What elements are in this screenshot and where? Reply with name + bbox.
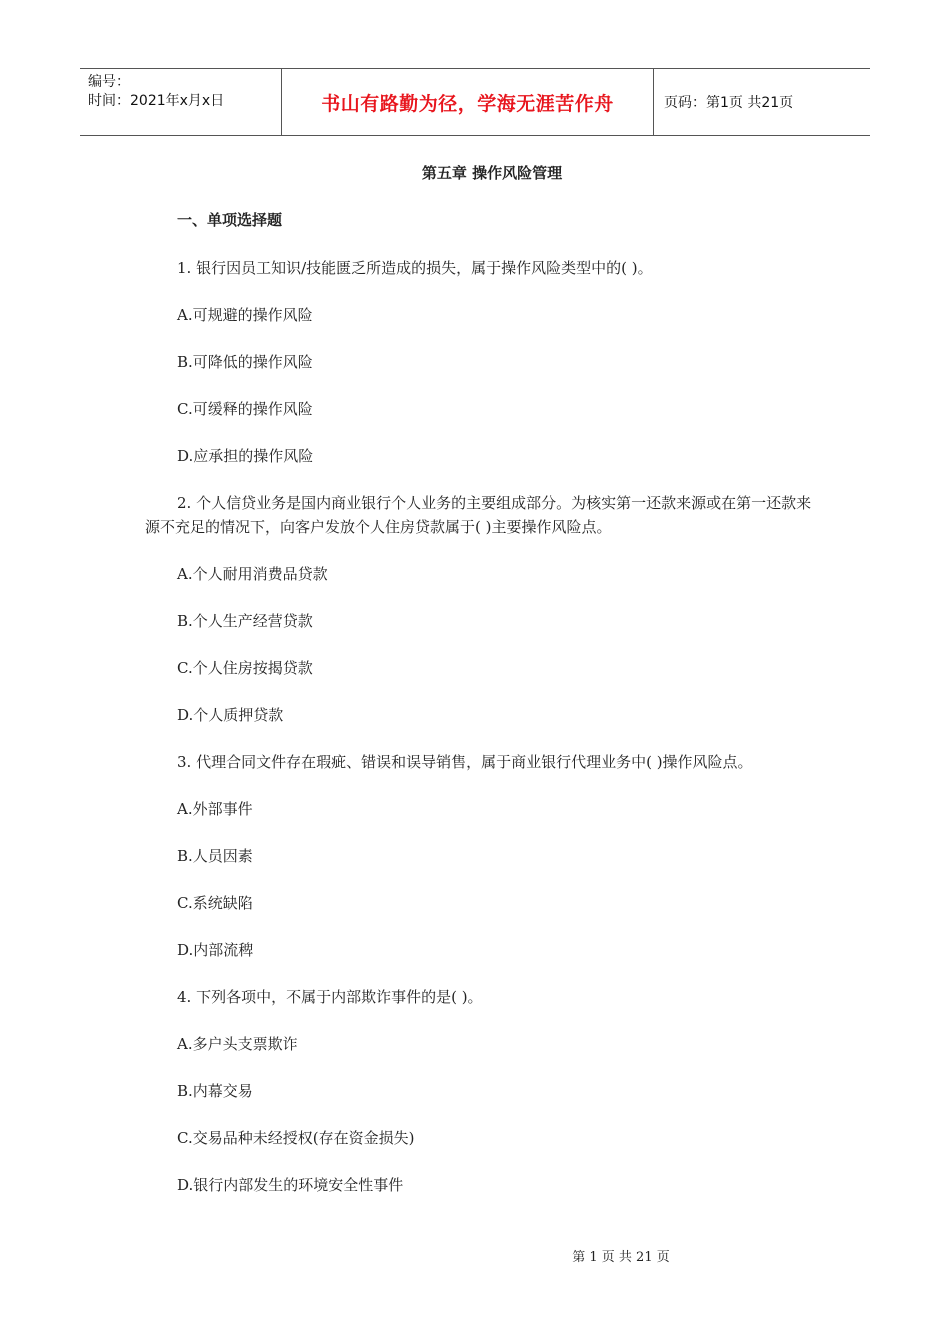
question-stem: 2. 个人信贷业务是国内商业银行个人业务的主要组成部分。为核实第一还款来源或在第一还款来源不充足的情况下，向客户发放个人住房贷款属于( )主要操作风险点。: [145, 494, 812, 536]
option-a: A.多户头支票欺诈: [177, 1035, 298, 1053]
option-c: C.交易品种未经授权(存在资金损失): [177, 1129, 415, 1147]
option-c: C.系统缺陷: [177, 894, 253, 912]
option-a: A.个人耐用消费品贷款: [177, 565, 328, 583]
option-d: D.个人质押贷款: [177, 706, 284, 724]
question-3: [145, 750, 815, 985]
option-d: D.银行内部发生的环境安全性事件: [177, 1176, 404, 1194]
option-d: D.应承担的操作风险: [177, 447, 314, 465]
page-label: 页码：第1页 共21页: [664, 95, 794, 111]
number-label: 编号：: [88, 74, 130, 90]
question-2: [145, 491, 815, 750]
option-b: B.人员因素: [177, 847, 253, 865]
option-b: B.个人生产经营贷款: [177, 612, 313, 630]
page-footer: 第 1 页 共 21 页: [572, 1250, 670, 1265]
option-d: D.内部流稗: [177, 941, 254, 959]
question-1: [145, 256, 815, 491]
page-header: [80, 68, 870, 136]
motto-text: 书山有路勤为径，学海无涯苦作舟: [321, 92, 614, 115]
question-4: [145, 985, 815, 1197]
chapter-title: 第五章 操作风险管理: [421, 164, 563, 182]
option-c: C.个人住房按揭贷款: [177, 659, 313, 677]
question-list: [145, 256, 815, 1197]
question-stem: 4. 下列各项中，不属于内部欺诈事件的是( )。: [177, 988, 483, 1006]
option-b: B.内幕交易: [177, 1082, 253, 1100]
question-stem: 1. 银行因员工知识/技能匮乏所造成的损失，属于操作风险类型中的( )。: [177, 259, 653, 277]
option-a: A.可规避的操作风险: [177, 306, 313, 324]
option-c: C.可缓释的操作风险: [177, 400, 313, 418]
option-a: A.外部事件: [177, 800, 253, 818]
header-motto-cell: [281, 69, 654, 135]
section-title: 一、单项选择题: [177, 211, 283, 229]
time-label: 时间：2021年x月x日: [88, 93, 225, 109]
header-page-cell: [654, 69, 870, 135]
question-stem: 3. 代理合同文件存在瑕疵、错误和误导销售，属于商业银行代理业务中( )操作风险点。: [177, 753, 753, 771]
header-meta: [80, 69, 281, 135]
option-b: B.可降低的操作风险: [177, 353, 313, 371]
